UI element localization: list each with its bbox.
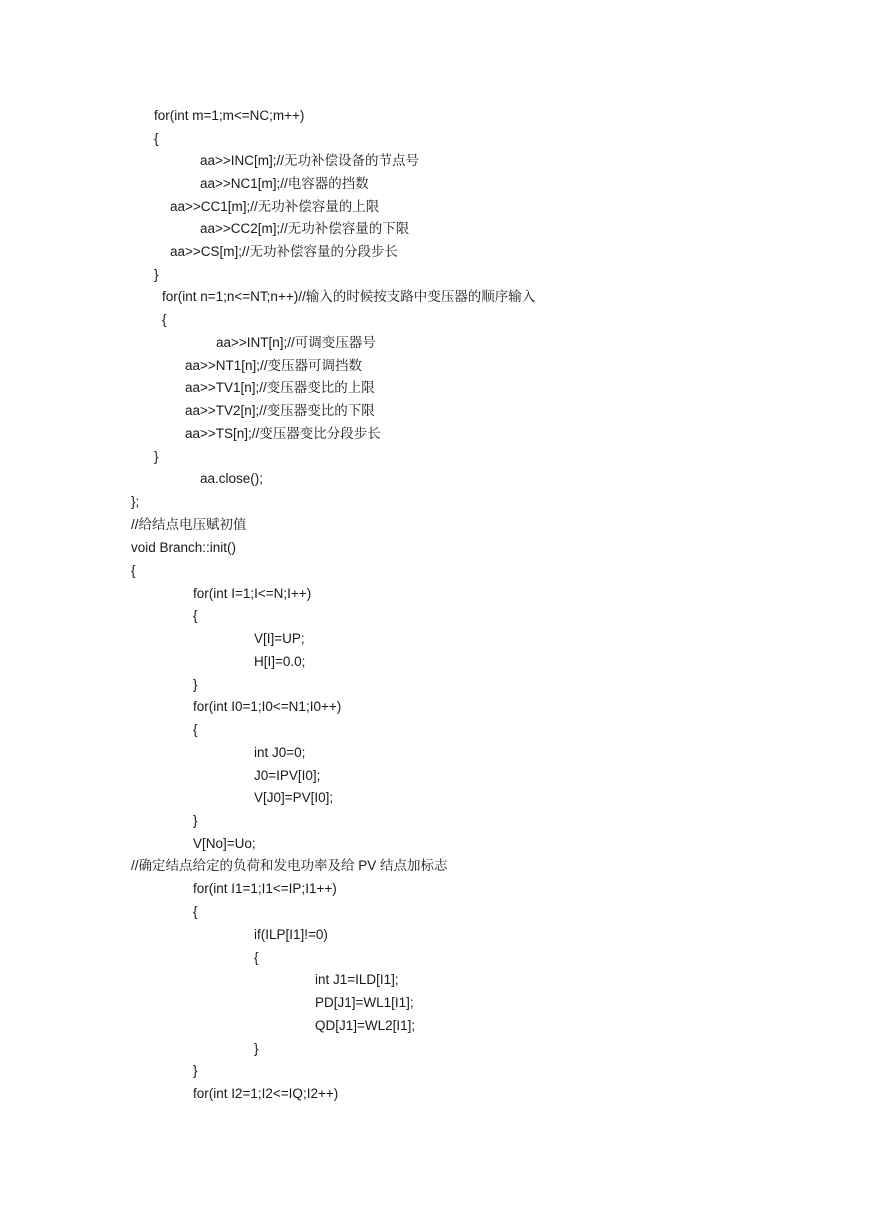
code-line: {	[162, 312, 167, 327]
code-line: int J0=0;	[254, 745, 306, 760]
code-line: for(int n=1;n<=NT;n++)//输入的时候按支路中变压器的顺序输入	[162, 289, 536, 304]
code-line: };	[131, 494, 140, 509]
code-line: aa>>TV2[n];//变压器变比的下限	[185, 403, 375, 418]
code-line: //给结点电压赋初值	[131, 517, 247, 532]
code-line: PD[J1]=WL1[I1];	[315, 995, 414, 1010]
code-line: aa>>CS[m];//无功补偿容量的分段步长	[170, 244, 399, 259]
code-line: int J1=ILD[I1];	[315, 972, 399, 987]
code-line: }	[193, 813, 198, 828]
code-line: //确定结点给定的负荷和发电功率及给 PV 结点加标志	[131, 858, 448, 873]
code-line: aa>>CC1[m];//无功补偿容量的上限	[170, 199, 380, 214]
code-line: H[I]=0.0;	[254, 654, 306, 669]
code-line: V[I]=UP;	[254, 631, 305, 646]
code-line: for(int I2=1;I2<=IQ;I2++)	[193, 1086, 339, 1101]
code-line: for(int I=1;I<=N;I++)	[193, 586, 312, 601]
code-line: {	[193, 722, 198, 737]
code-line: aa>>CC2[m];//无功补偿容量的下限	[200, 221, 410, 236]
code-line: }	[154, 267, 159, 282]
code-line: QD[J1]=WL2[I1];	[315, 1018, 416, 1033]
code-line: {	[193, 904, 198, 919]
code-line: aa>>TS[n];//变压器变比分段步长	[185, 426, 381, 441]
code-line: aa.close();	[200, 471, 264, 486]
code-line: void Branch::init()	[131, 540, 237, 555]
code-line: V[No]=Uo;	[193, 836, 256, 851]
code-line: }	[154, 449, 159, 464]
code-line: }	[193, 1063, 198, 1078]
code-line: }	[193, 677, 198, 692]
code-line: aa>>TV1[n];//变压器变比的上限	[185, 380, 375, 395]
code-line: }	[254, 1041, 259, 1056]
code-line: aa>>NT1[n];//变压器可调挡数	[185, 358, 363, 373]
code-line: {	[131, 563, 136, 578]
code-line: for(int I1=1;I1<=IP;I1++)	[193, 881, 337, 896]
code-line: J0=IPV[I0];	[254, 768, 321, 783]
code-line: V[J0]=PV[I0];	[254, 790, 334, 805]
code-line: {	[254, 950, 259, 965]
code-line: if(ILP[I1]!=0)	[254, 927, 328, 942]
code-line: for(int I0=1;I0<=N1;I0++)	[193, 699, 342, 714]
code-line: aa>>NC1[m];//电容器的挡数	[200, 176, 369, 191]
code-line: aa>>INC[m];//无功补偿设备的节点号	[200, 153, 420, 168]
code-line: for(int m=1;m<=NC;m++)	[154, 108, 305, 123]
code-line: {	[154, 131, 159, 146]
code-line: {	[193, 608, 198, 623]
code-line: aa>>INT[n];//可调变压器号	[216, 335, 376, 350]
